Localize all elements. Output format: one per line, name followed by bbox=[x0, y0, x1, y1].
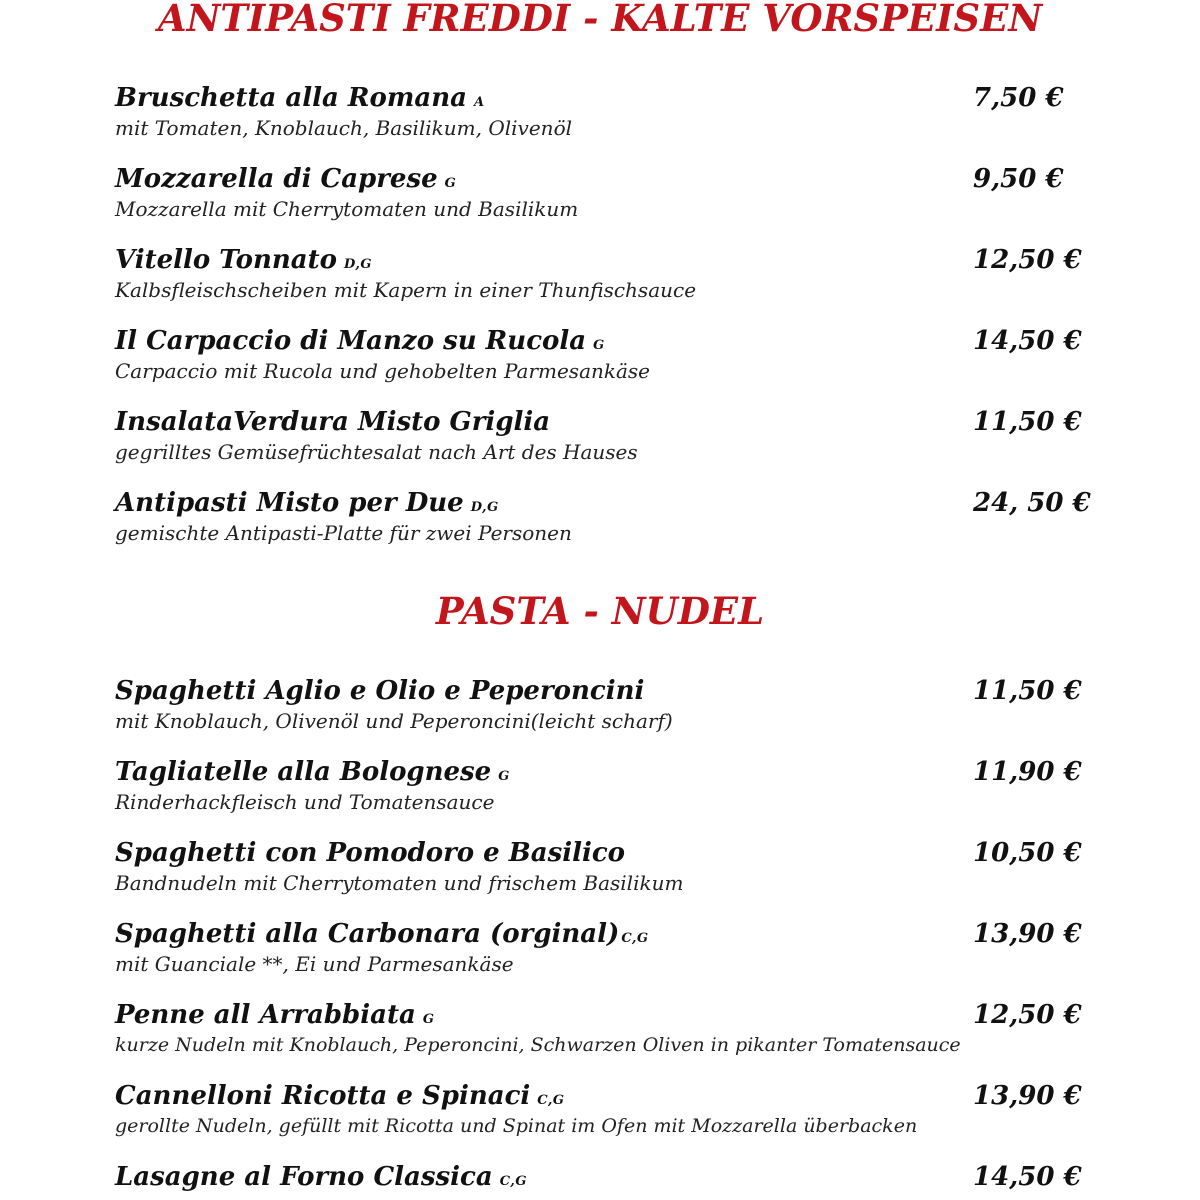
menu-item bbox=[115, 675, 1115, 745]
menu-item bbox=[115, 999, 1115, 1069]
dish-description: Rinderhackfleisch und Tomatensauce bbox=[115, 790, 495, 814]
dish-price: 12,50 € bbox=[973, 245, 1082, 275]
dish-price: 24, 50 € bbox=[973, 488, 1091, 518]
dish-name: Cannelloni Ricotta e Spinaci C,G bbox=[115, 1081, 565, 1111]
dish-price: 13,90 € bbox=[973, 1081, 1082, 1111]
dish-name: Vitello Tonnato D,G bbox=[115, 245, 372, 275]
allergen-code: D,G bbox=[470, 500, 499, 515]
dish-name: Bruschetta alla Romana A bbox=[115, 83, 485, 113]
allergen-code: C,G bbox=[499, 1174, 527, 1189]
allergen-code: C,G bbox=[537, 1093, 565, 1108]
menu-item bbox=[115, 163, 1115, 233]
menu-item bbox=[115, 1161, 1115, 1197]
dish-price: 14,50 € bbox=[973, 1162, 1082, 1192]
allergen-code: G bbox=[444, 176, 457, 191]
dish-price: 9,50 € bbox=[973, 164, 1064, 194]
dish-name: Spaghetti Aglio e Olio e Peperoncini bbox=[115, 676, 645, 706]
section-title-pasta: PASTA - NUDEL bbox=[435, 589, 765, 633]
dish-name: Lasagne al Forno Classica C,G bbox=[115, 1162, 527, 1192]
dish-price: 13,90 € bbox=[973, 919, 1082, 949]
dish-price: 11,50 € bbox=[973, 676, 1082, 706]
menu-item bbox=[115, 487, 1115, 557]
allergen-code: C,G bbox=[621, 931, 649, 946]
dish-price: 12,50 € bbox=[973, 1000, 1082, 1030]
dish-price: 14,50 € bbox=[973, 326, 1082, 356]
allergen-code: G bbox=[422, 1012, 435, 1027]
dish-description: mit Knoblauch, Olivenöl und Peperoncini(leicht scharf) bbox=[115, 709, 673, 733]
menu-item bbox=[115, 837, 1115, 907]
dish-name: Penne all Arrabbiata G bbox=[115, 1000, 435, 1030]
dish-description: Mozzarella mit Cherrytomaten und Basilikum bbox=[115, 197, 579, 221]
dish-name: Spaghetti alla Carbonara (orginal) C,G bbox=[115, 919, 649, 949]
menu-item bbox=[115, 918, 1115, 988]
dish-price: 7,50 € bbox=[973, 83, 1064, 113]
dish-price: 10,50 € bbox=[973, 838, 1082, 868]
dish-name: InsalataVerdura Misto Griglia bbox=[115, 407, 551, 437]
dish-description: mit Guanciale **, Ei und Parmesankäse bbox=[115, 952, 514, 976]
dish-name: Spaghetti con Pomodoro e Basilico bbox=[115, 838, 626, 868]
dish-name: Tagliatelle alla Bolognese G bbox=[115, 757, 510, 787]
menu-item bbox=[115, 756, 1115, 826]
dish-description: mit Tomaten, Knoblauch, Basilikum, Olivenöl bbox=[115, 116, 573, 140]
dish-price: 11,50 € bbox=[973, 407, 1082, 437]
dish-description: gerollte Nudeln, gefüllt mit Ricotta und Spinat im Ofen mit Mozzarella überbacken bbox=[115, 1115, 918, 1137]
allergen-code: G bbox=[498, 769, 510, 784]
dish-description: Bandnudeln mit Cherrytomaten und frischem Basilikum bbox=[115, 871, 684, 895]
dish-description: Carpaccio mit Rucola und gehobelten Parmesankäse bbox=[115, 359, 651, 383]
allergen-code: A bbox=[473, 95, 485, 110]
menu-item bbox=[115, 325, 1115, 395]
menu-item bbox=[115, 406, 1115, 476]
dish-name: Il Carpaccio di Manzo su Rucola G bbox=[115, 326, 605, 356]
dish-description: gegrilltes Gemüsefrüchtesalat nach Art des Hauses bbox=[115, 440, 638, 464]
dish-name: Antipasti Misto per Due D,G bbox=[115, 488, 499, 518]
dish-name: Mozzarella di Caprese G bbox=[115, 164, 457, 194]
menu-item bbox=[115, 244, 1115, 314]
dish-description: Kalbsfleischscheiben mit Kapern in einer Thunfischsauce bbox=[115, 278, 697, 302]
dish-description: gemischte Antipasti-Platte für zwei Personen bbox=[115, 521, 572, 545]
allergen-code: D,G bbox=[344, 257, 372, 272]
section-title-antipasti: ANTIPASTI FREDDI - KALTE VORSPEISEN bbox=[157, 0, 1043, 40]
dish-price: 11,90 € bbox=[973, 757, 1082, 787]
allergen-code: G bbox=[593, 338, 605, 353]
dish-description: kurze Nudeln mit Knoblauch, Peperoncini, Schwarzen Oliven in pikanter Tomatensauce bbox=[115, 1034, 961, 1056]
menu-item bbox=[115, 1080, 1115, 1150]
menu-item bbox=[115, 82, 1115, 152]
